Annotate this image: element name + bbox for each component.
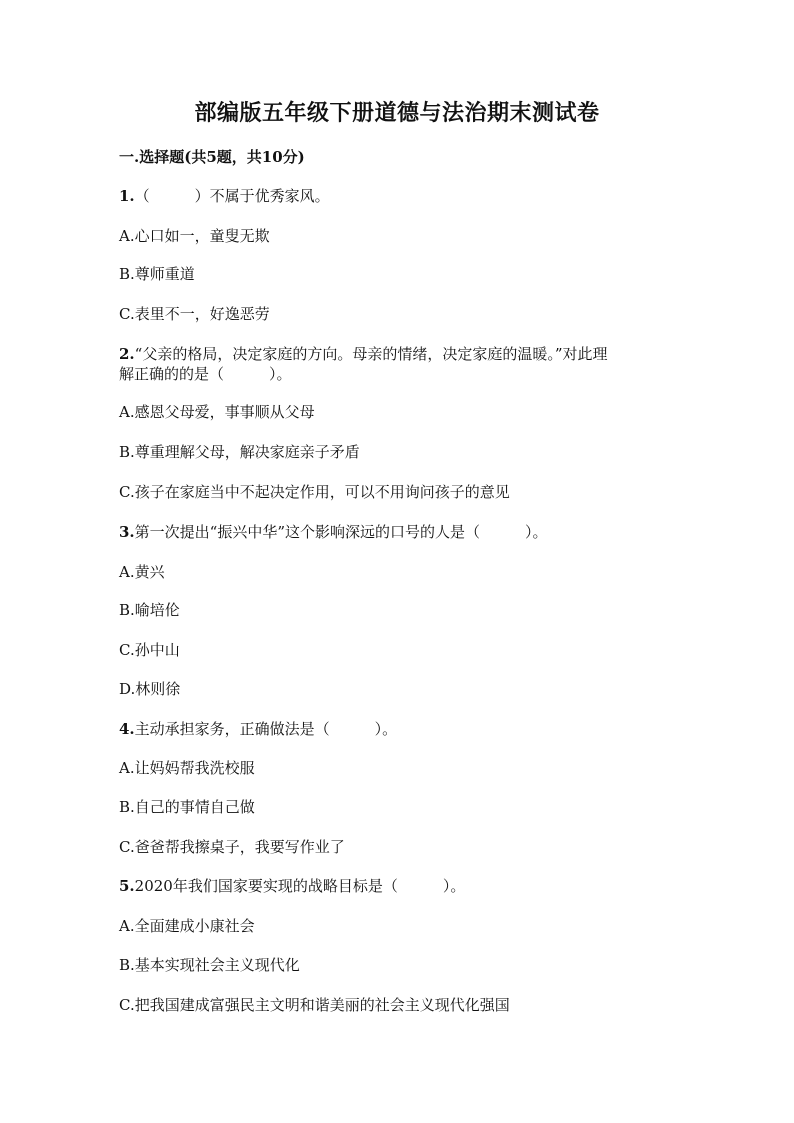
question-3-option-b: B.喻培伦 [119, 601, 180, 619]
question-1-option-a: A.心口如一，童叟无欺 [119, 227, 270, 245]
question-4-stem [119, 719, 397, 739]
question-text: （ ）不属于优秀家风。 [134, 187, 330, 205]
question-number: 3. [119, 523, 135, 541]
question-text: 2020年我们国家要实现的战略目标是（ ）。 [134, 877, 466, 895]
question-2-stem-line-1 [119, 344, 608, 364]
question-2-stem-line-2: 解正确的的是（ ）。 [119, 365, 292, 383]
question-4-option-c: C.爸爸帮我擦桌子，我要写作业了 [119, 838, 345, 856]
question-number: 5. [119, 877, 135, 895]
question-number: 4. [119, 720, 135, 738]
question-3-option-d: D.林则徐 [119, 680, 181, 698]
question-5-option-c: C.把我国建成富强民主文明和谐美丽的社会主义现代化强国 [119, 996, 510, 1014]
question-3-option-a: A.黄兴 [119, 563, 165, 581]
section-heading: 一.选择题(共5题，共10分) [119, 148, 305, 166]
question-text: “父亲的格局，决定家庭的方向。母亲的情绪，决定家庭的温暖。”对此理 [134, 345, 608, 363]
question-5-option-b: B.基本实现社会主义现代化 [119, 956, 300, 974]
question-4-option-a: A.让妈妈帮我洗校服 [119, 759, 255, 777]
question-1-stem [119, 186, 330, 206]
question-2-option-c: C.孩子在家庭当中不起决定作用，可以不用询问孩子的意见 [119, 483, 510, 501]
question-text: 主动承担家务，正确做法是（ ）。 [134, 720, 398, 738]
question-5-option-a: A.全面建成小康社会 [119, 917, 255, 935]
question-1-option-b: B.尊师重道 [119, 265, 195, 283]
question-3-stem [119, 522, 548, 542]
question-text: 第一次提出“振兴中华”这个影响深远的口号的人是（ ）。 [134, 523, 548, 541]
question-2-option-a: A.感恩父母爱，事事顺从父母 [119, 403, 315, 421]
question-2-option-b: B.尊重理解父母，解决家庭亲子矛盾 [119, 443, 360, 461]
question-3-option-c: C.孙中山 [119, 641, 180, 659]
page-title: 部编版五年级下册道德与法治期末测试卷 [194, 100, 600, 126]
question-number: 2. [119, 345, 135, 363]
question-4-option-b: B.自己的事情自己做 [119, 798, 255, 816]
question-number: 1. [119, 187, 135, 205]
question-5-stem [119, 876, 465, 896]
question-1-option-c: C.表里不一，好逸恶劳 [119, 305, 270, 323]
